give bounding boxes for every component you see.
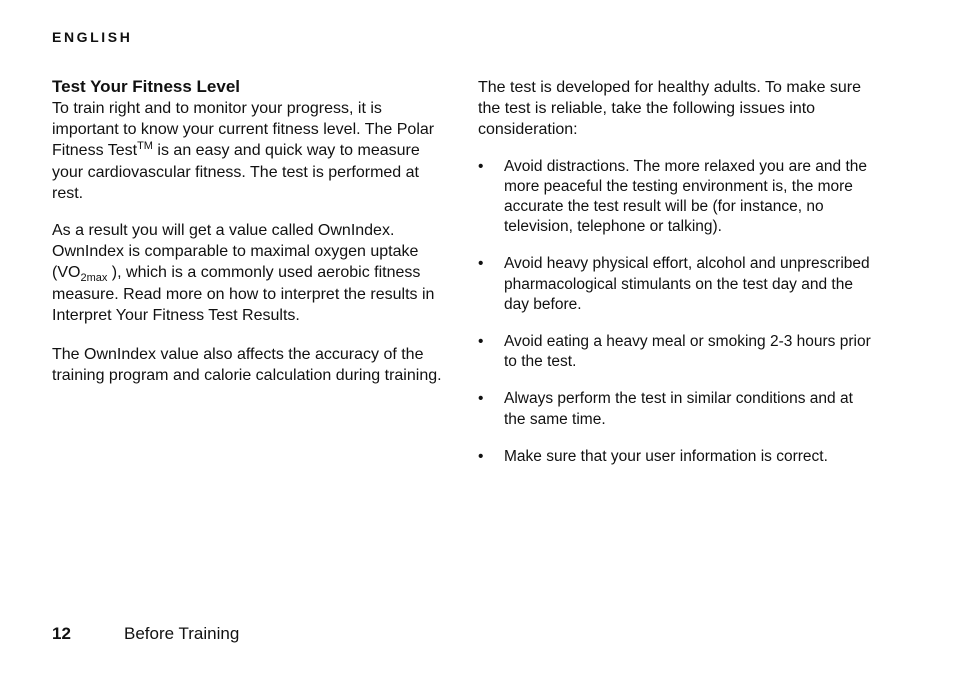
list-item (478, 332, 878, 372)
bullet-icon: • (478, 157, 484, 175)
section-title: Before Training (124, 624, 240, 643)
list-item (478, 447, 878, 467)
list-item-text: Avoid distractions. The more relaxed you are and the more peaceful the testing environment is, the more accurate the test result will be (for instance, no television, telephone or talking). (504, 157, 868, 236)
list-item-text: Make sure that your user information is correct. (504, 447, 828, 465)
list-item (478, 157, 878, 238)
left-column (52, 76, 452, 386)
accuracy-paragraph: The OwnIndex value also affects the accuracy of the training program and calorie calculation during training. (52, 346, 442, 385)
bullet-icon: • (478, 390, 484, 408)
bullet-icon: • (478, 333, 484, 351)
bullet-icon: • (478, 447, 484, 465)
list-item (478, 254, 878, 315)
list-item-text: Avoid eating a heavy meal or smoking 2-3 hours prior to the test. (504, 333, 871, 371)
section-heading: Test Your Fitness Level (52, 77, 241, 96)
considerations-intro: The test is developed for healthy adults. To make sure the test is reliable, take the following issues into consideration: (478, 79, 862, 139)
trademark-mark: TM (137, 140, 153, 153)
list-item-text: Avoid heavy physical effort, alcohol and unprescribed pharmacological stimulants on the test day and the day before. (504, 255, 870, 313)
ownindex-paragraph (52, 220, 452, 326)
intro-paragraph (52, 98, 452, 204)
intro-text-b: is an easy and quick way to measure your cardiovascular fitness. The test is performed at rest. (52, 142, 420, 202)
ownindex-text-a: As a result you will get a value called OwnIndex. OwnIndex is comparable to maximal oxygen uptake (VO (52, 222, 419, 282)
list-item-text: Always perform the test in similar conditions and at the same time. (504, 390, 853, 428)
considerations-list (478, 157, 878, 467)
language-label: ENGLISH (52, 29, 133, 45)
page-number: 12 (52, 624, 71, 643)
vo2max-subscript: 2max (80, 272, 108, 285)
bullet-icon: • (478, 255, 484, 273)
list-item (478, 389, 878, 429)
right-column (478, 77, 878, 484)
intro-text-a: To train right and to monitor your progress, it is important to know your current fitness level. The Polar Fitness Test (52, 100, 435, 160)
ownindex-text-b: ), which is a commonly used aerobic fitness measure. Read more on how to interpret the results in Interpret Your Fitness Test Results. (52, 264, 435, 324)
